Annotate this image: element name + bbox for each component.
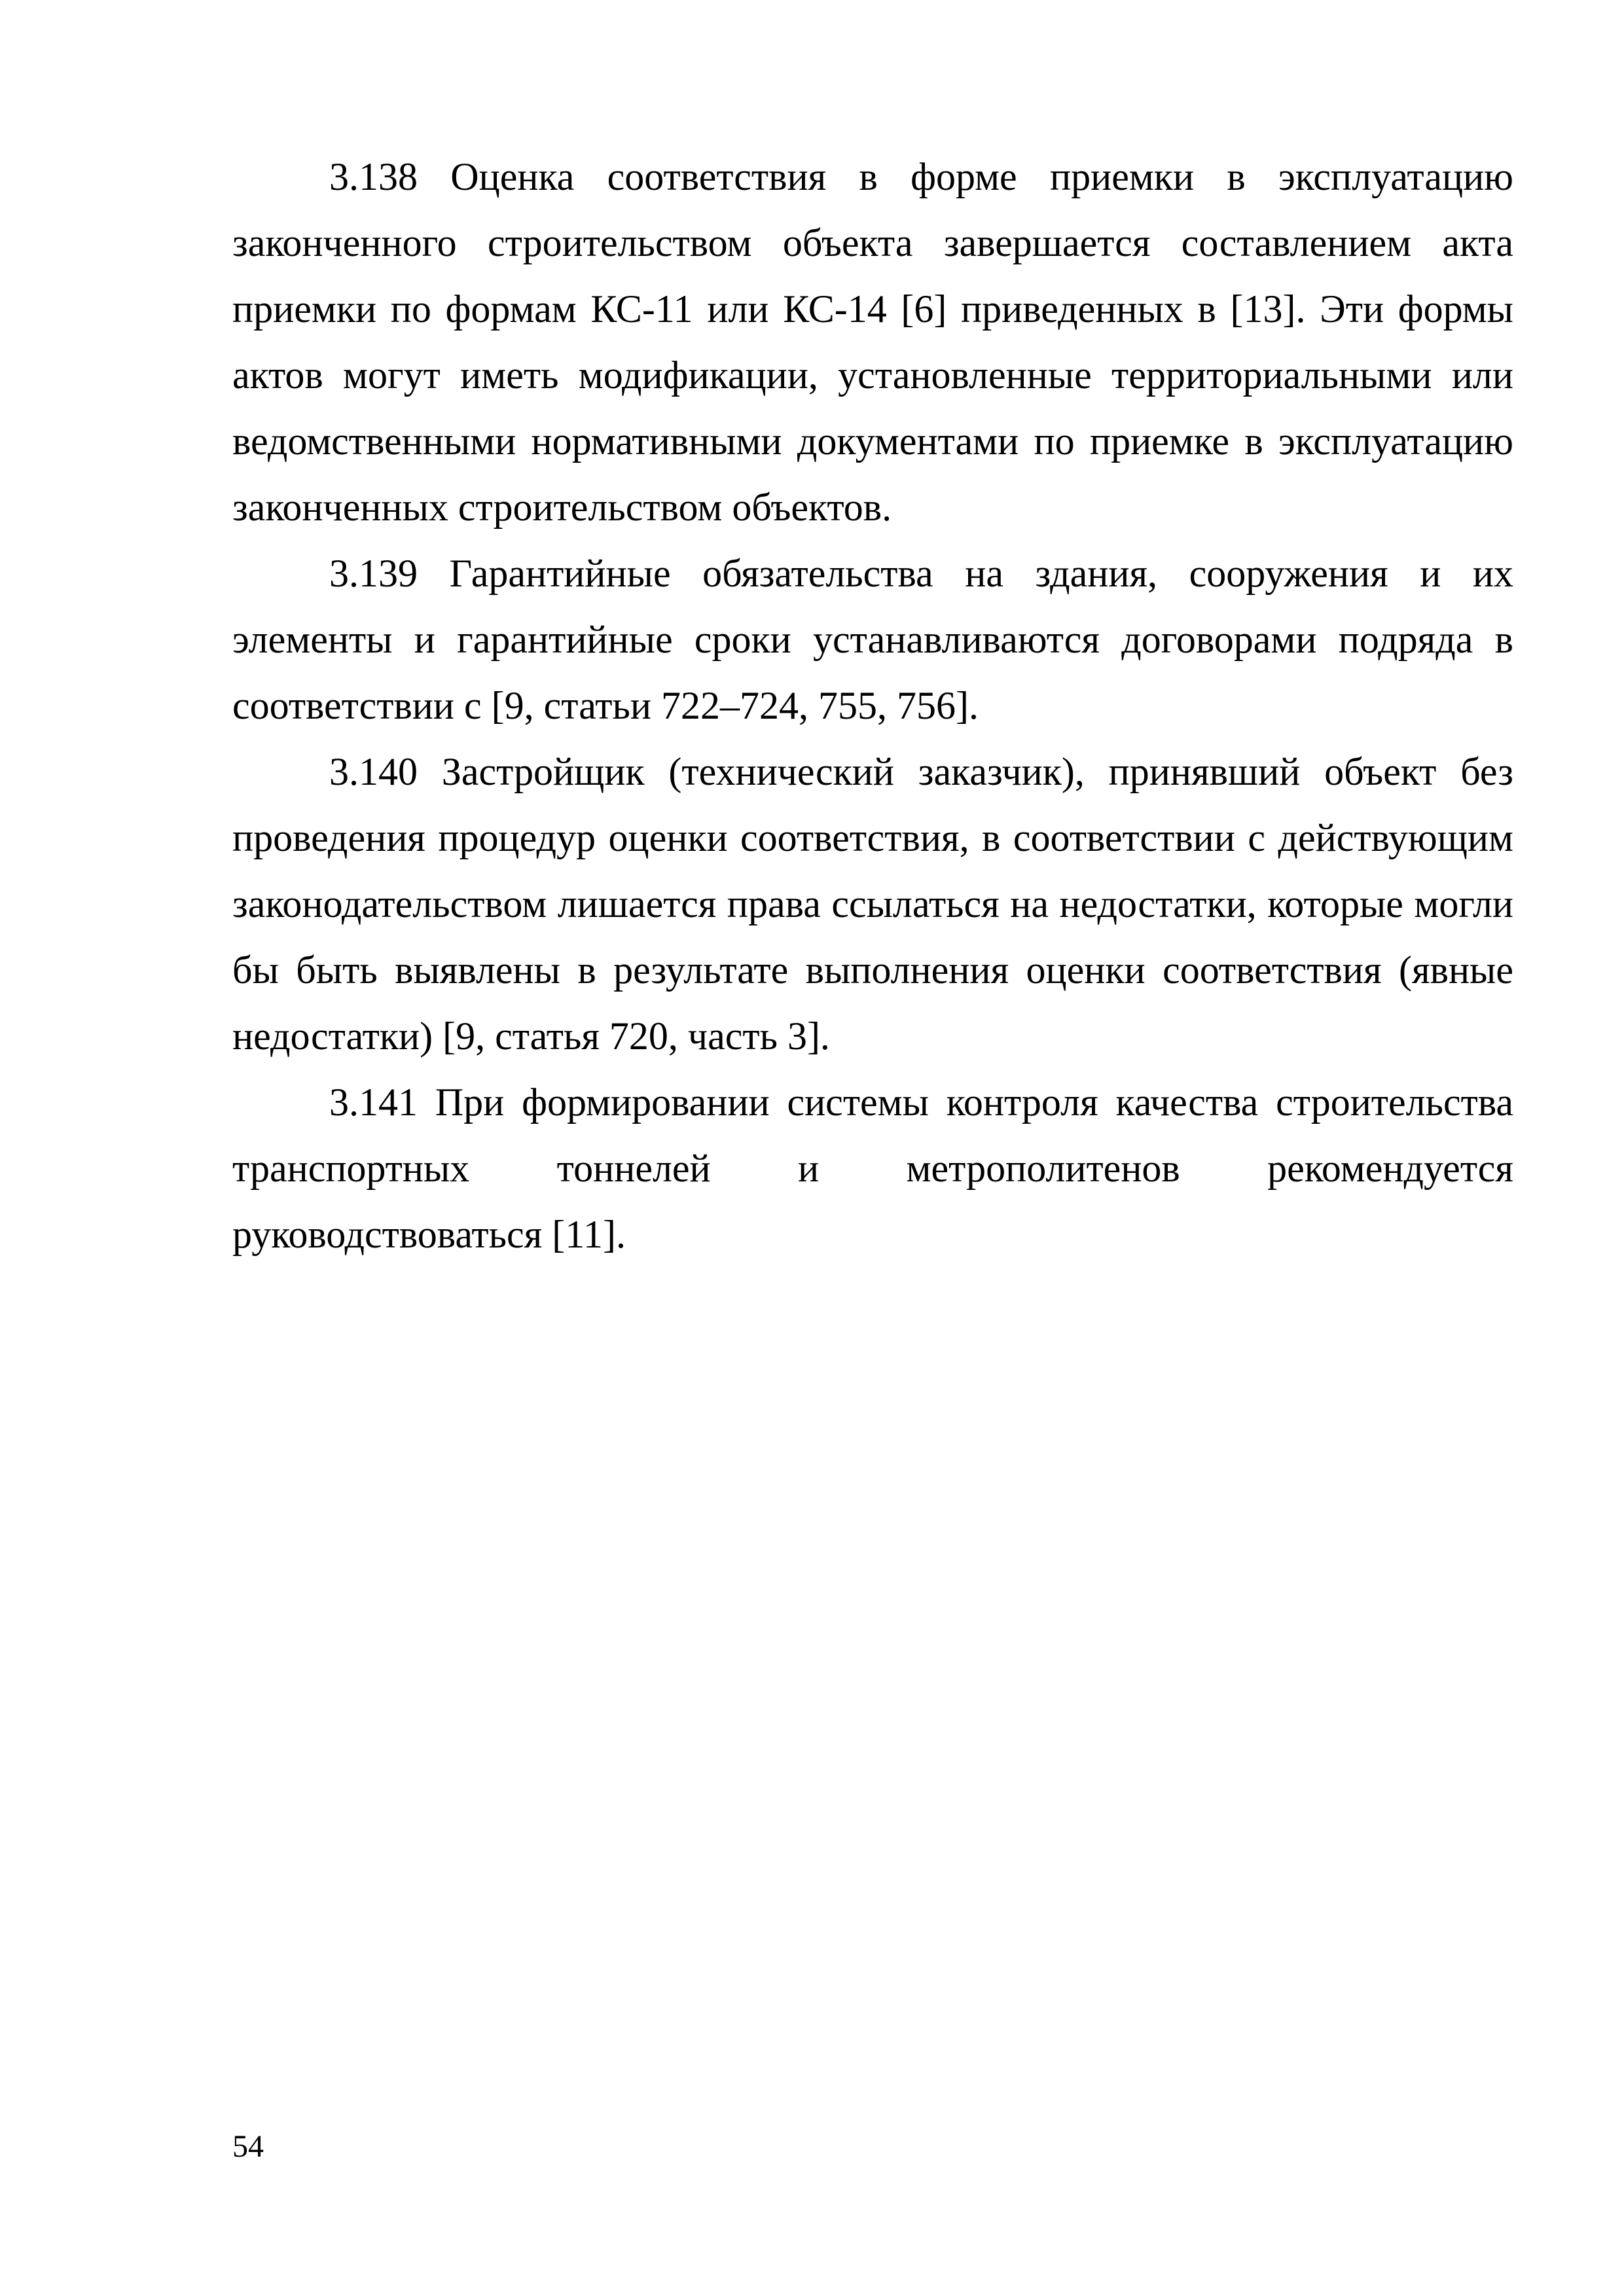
page-number: 54: [232, 2129, 264, 2164]
body-text: [232, 144, 1513, 1268]
paragraph-3-138: 3.138 Оценка соответствия в форме приемки в эксплуатацию законченного строительством объекта завершается составлением акта приемки по формам КС-11 или КС-14 [6] приведенных в [13]. Эти формы актов могут иметь модификации, установленные территориальными или ведомственными нормативными документами по приемке в эксплуатацию законченных строительством объектов.: [232, 155, 1513, 529]
paragraph-3-141: 3.141 При формировании системы контроля качества строительства транспортных тоннелей и метрополитенов рекомендуется руководствоваться [11].: [232, 1081, 1513, 1256]
paragraph-3-139: 3.139 Гарантийные обязательства на здания, сооружения и их элементы и гарантийные сроки устанавливаются договорами подряда в соответствии с [9, статьи 722–724, 755, 756].: [232, 552, 1513, 727]
paragraph-3-140: 3.140 Застройщик (технический заказчик), принявший объект без проведения процедур оценки соответствия, в соответствии с действующим законодательством лишается права ссылаться на недостатки, которые могли бы быть выявлены в результате выполнения оценки соответствия (явные недостатки) [9, статья 720, часть 3].: [232, 750, 1513, 1058]
